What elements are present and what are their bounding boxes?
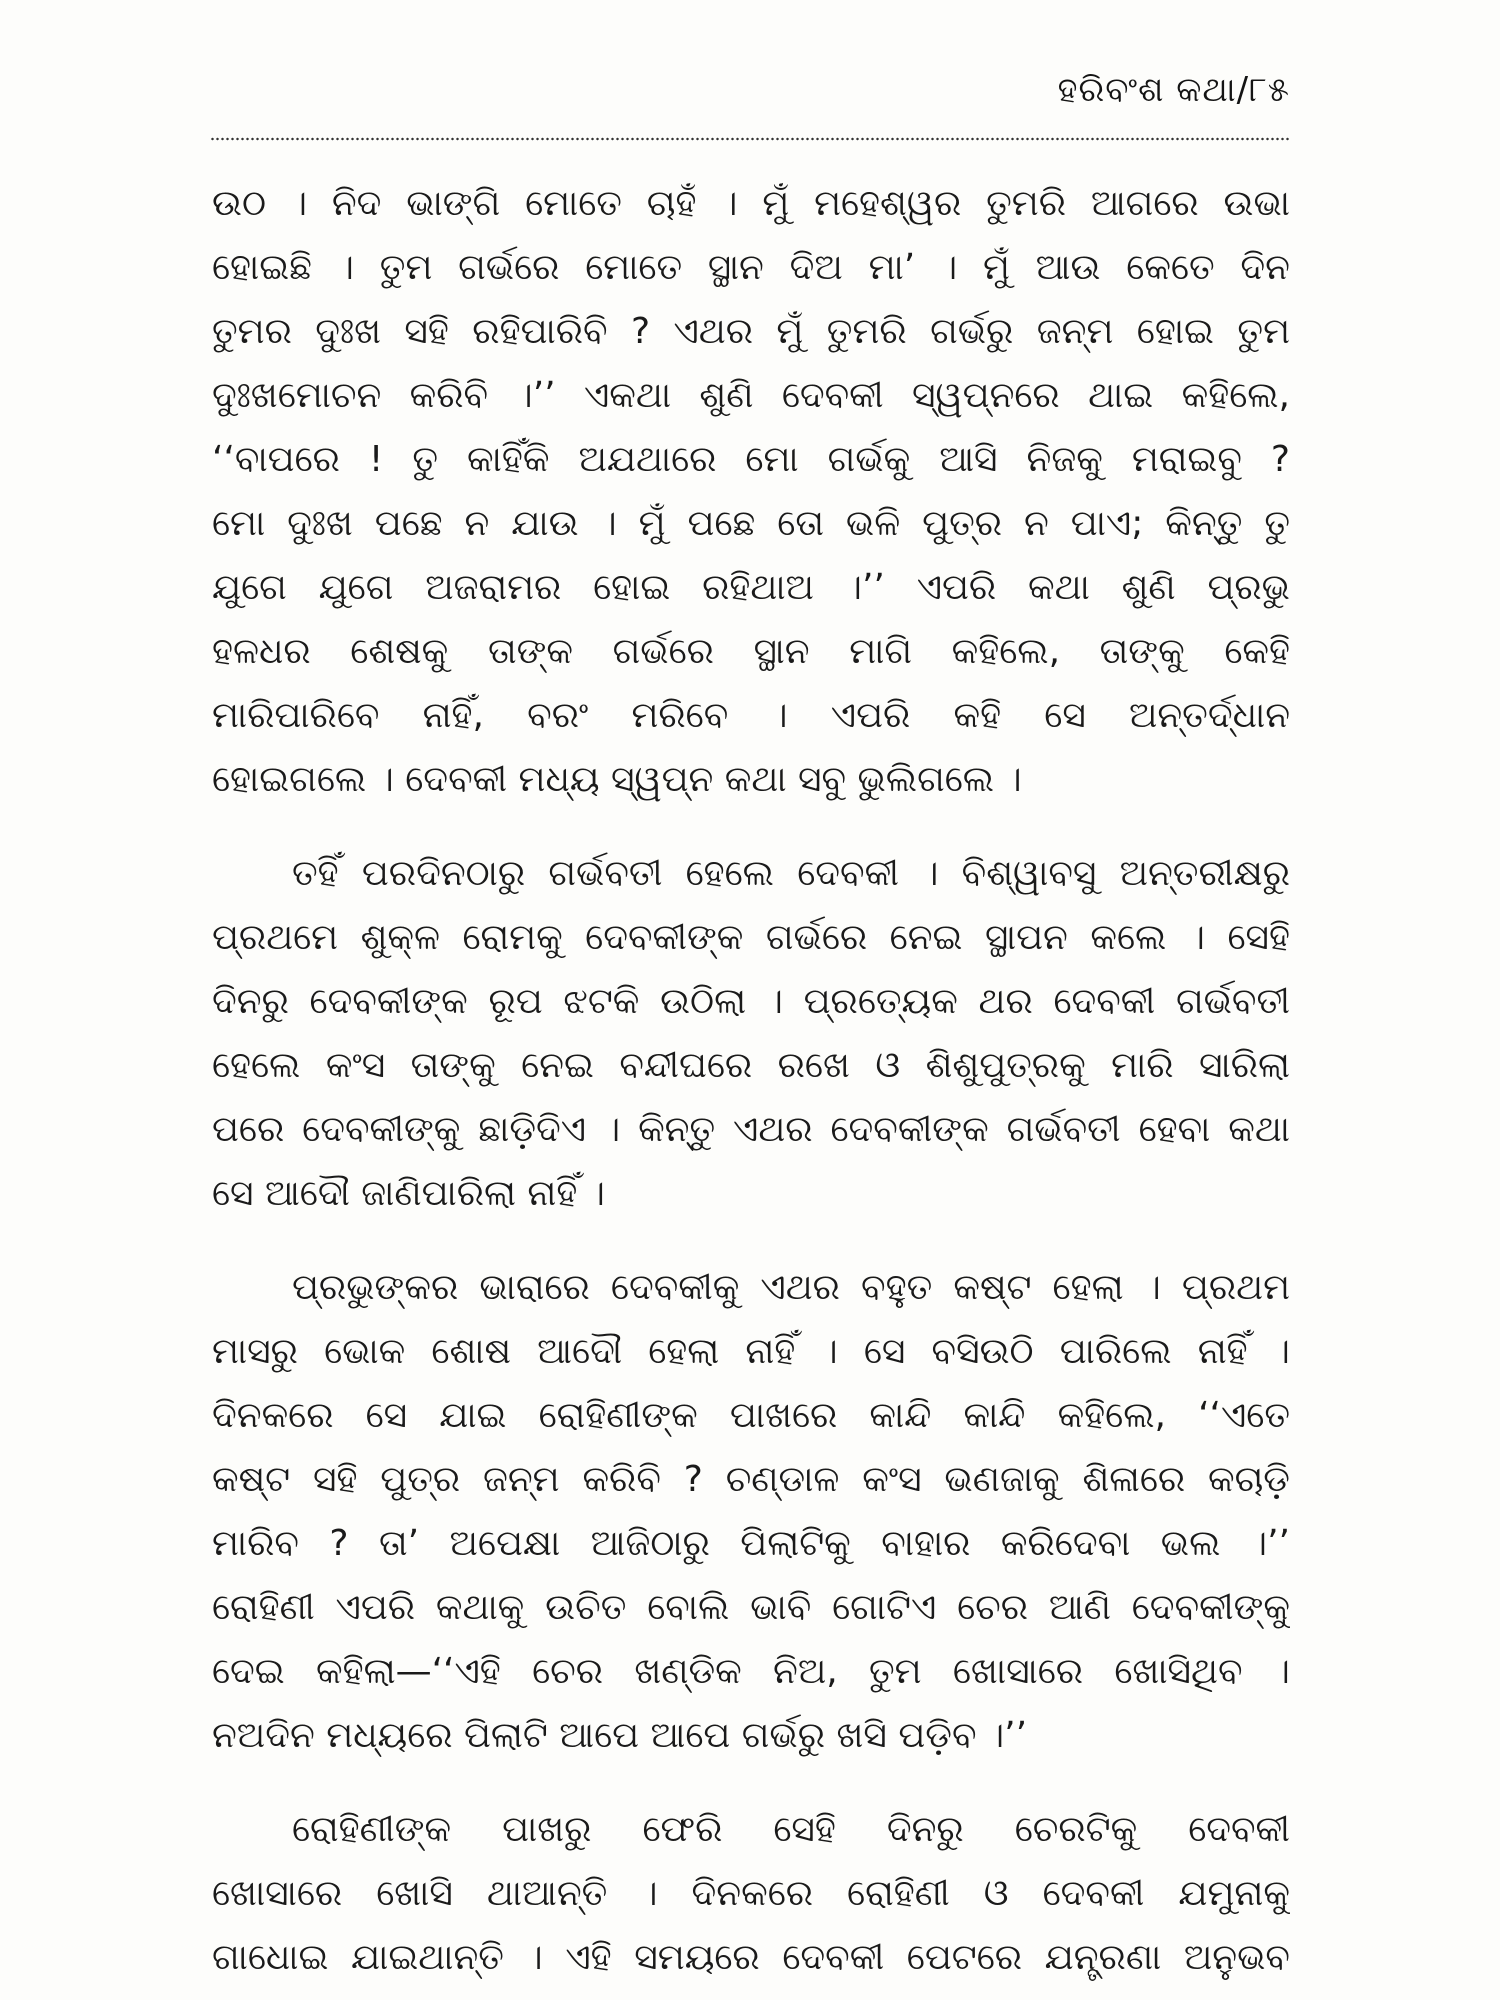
text-line: ମାରିବ ? ତା’ ଅପେକ୍ଷା ଆଜିଠାରୁ ପିଲାଟିକୁ ବାହାର କରିଦେବା ଭଲ ।’’ — [212, 1523, 1290, 1564]
text-line: ରୋହିଣୀଙ୍କ ପାଖରୁ ଫେରି ସେହି ଦିନରୁ ଚେରଟିକୁ ଦେବକୀ — [292, 1809, 1290, 1850]
text-line: ଖୋସାରେ ଖୋସି ଥାଆନ୍ତି । ଦିନକରେ ରୋହିଣୀ ଓ ଦେବକୀ ଯମୁନାକୁ — [212, 1873, 1290, 1914]
text-line: ହଳଧର ଶେଷକୁ ତାଙ୍କ ଗର୍ଭରେ ସ୍ଥାନ ମାଗି କହିଲେ, ତାଙ୍କୁ କେହି — [212, 631, 1290, 672]
text-line: ଦିନକରେ ସେ ଯାଇ ରୋହିଣୀଙ୍କ ପାଖରେ କାନ୍ଦି କାନ୍ଦି କହିଲେ, ‘‘ଏତେ — [212, 1395, 1290, 1436]
text-line: ପ୍ରଭୁଙ୍କର ଭାରାରେ ଦେବକୀକୁ ଏଥର ବହୁତ କଷ୍ଟ ହେଲା । ପ୍ରଥମ — [292, 1267, 1290, 1308]
paragraph — [212, 1256, 1290, 1768]
text-line: ସେ ଆଦୌ ଜାଣିପାରିଲା ନାହିଁ । — [212, 1173, 605, 1214]
text-line: କଷ୍ଟ ସହି ପୁତ୍ର ଜନ୍ମ କରିବି ? ଚଣ୍ଡାଳ କଂସ ଭଣଜାକୁ ଶିଳାରେ କଚାଡ଼ି — [212, 1459, 1290, 1500]
text-line: ଦିନରୁ ଦେବକୀଙ୍କ ରୂପ ଝଟକି ଉଠିଲା । ପ୍ରତ୍ୟେକ ଥର ଦେବକୀ ଗର୍ଭବତୀ — [212, 981, 1290, 1022]
text-line: ଉଠ । ନିଦ ଭାଙ୍ଗି ମୋତେ ଚାହଁ । ମୁଁ ମହେଶ୍ୱର ତୁମରି ଆଗରେ ଉଭା — [212, 183, 1290, 224]
paragraph — [212, 172, 1290, 812]
text-line: ଦେଇ କହିଲା—‘‘ଏହି ଚେର ଖଣ୍ଡିକ ନିଅ, ତୁମ ଖୋସାରେ ଖୋସିଥିବ । — [212, 1651, 1290, 1692]
text-line: ରୋହିଣୀ ଏପରି କଥାକୁ ଉଚିତ ବୋଲି ଭାବି ଗୋଟିଏ ଚେର ଆଣି ଦେବକୀଙ୍କୁ — [212, 1587, 1290, 1628]
text-line: ମାସରୁ ଭୋକ ଶୋଷ ଆଦୌ ହେଲା ନାହିଁ । ସେ ବସିଉଠି ପାରିଲେ ନାହିଁ । — [212, 1331, 1290, 1372]
paragraph — [212, 842, 1290, 1226]
text-line: ପରେ ଦେବକୀଙ୍କୁ ଛାଡ଼ିଦିଏ । କିନ୍ତୁ ଏଥର ଦେବକୀଙ୍କ ଗର୍ଭବତୀ ହେବା କଥା — [212, 1109, 1290, 1150]
header-dotted-rule — [210, 136, 1290, 142]
text-line: ‘‘ବାପରେ ! ତୁ କାହିଁକି ଅଯଥାରେ ମୋ ଗର୍ଭକୁ ଆସି ନିଜକୁ ମରାଇବୁ ? — [212, 439, 1290, 480]
text-line: ପ୍ରଥମେ ଶୁକ୍ଳ ରୋମକୁ ଦେବକୀଙ୍କ ଗର୍ଭରେ ନେଇ ସ୍ଥାପନ କଲେ । ସେହି — [212, 917, 1290, 958]
text-line: ମାରିପାରିବେ ନାହିଁ, ବରଂ ମରିବେ । ଏପରି କହି ସେ ଅନ୍ତର୍ଦ୍ଧାନ — [212, 695, 1290, 736]
text-line: ନଅଦିନ ମଧ୍ୟରେ ପିଲାଟି ଆପେ ଆପେ ଗର୍ଭରୁ ଖସି ପଡ଼ିବ ।’’ — [212, 1715, 1028, 1756]
text-line: ହୋଇଛି । ତୁମ ଗର୍ଭରେ ମୋତେ ସ୍ଥାନ ଦିଅ ମା’ । ମୁଁ ଆଉ କେତେ ଦିନ — [212, 247, 1290, 288]
text-line: ଦୁଃଖମୋଚନ କରିବି ।’’ ଏକଥା ଶୁଣି ଦେବକୀ ସ୍ୱପ୍ନରେ ଥାଇ କହିଲେ, — [212, 375, 1290, 416]
text-line: ଗାଧୋଇ ଯାଇଥାନ୍ତି । ଏହି ସମୟରେ ଦେବକୀ ପେଟରେ ଯନ୍ତ୍ରଣା ଅନୁଭବ — [212, 1937, 1290, 1978]
running-header: ହରିବଂଶ କଥା/୮୫ — [1057, 70, 1290, 110]
text-line: ମୋ ଦୁଃଖ ପଛେ ନ ଯାଉ । ମୁଁ ପଛେ ତୋ ଭଳି ପୁତ୍ର ନ ପାଏ; କିନ୍ତୁ ତୁ — [212, 503, 1290, 544]
text-line: ହେଲେ କଂସ ତାଙ୍କୁ ନେଇ ବନ୍ଦୀଘରେ ରଖେ ଓ ଶିଶୁପୁତ୍ରକୁ ମାରି ସାରିଲା — [212, 1045, 1290, 1086]
text-line: ହୋଇଗଲେ । ଦେବକୀ ମଧ୍ୟ ସ୍ୱପ୍ନ କଥା ସବୁ ଭୁଲିଗଲେ । — [212, 759, 1022, 800]
text-line: ଯୁଗେ ଯୁଗେ ଅଜରାମର ହୋଇ ରହିଥାଅ ।’’ ଏପରି କଥା ଶୁଣି ପ୍ରଭୁ — [212, 567, 1290, 608]
body-text — [212, 172, 1290, 1990]
text-line: ତୁମର ଦୁଃଖ ସହି ରହିପାରିବି ? ଏଥର ମୁଁ ତୁମରି ଗର୍ଭରୁ ଜନ୍ମ ହୋଇ ତୁମ — [212, 311, 1290, 352]
paragraph — [212, 1798, 1290, 1990]
text-line: ତହିଁ ପରଦିନଠାରୁ ଗର୍ଭବତୀ ହେଲେ ଦେବକୀ । ବିଶ୍ୱାବସୁ ଅନ୍ତରୀକ୍ଷରୁ — [292, 853, 1290, 894]
